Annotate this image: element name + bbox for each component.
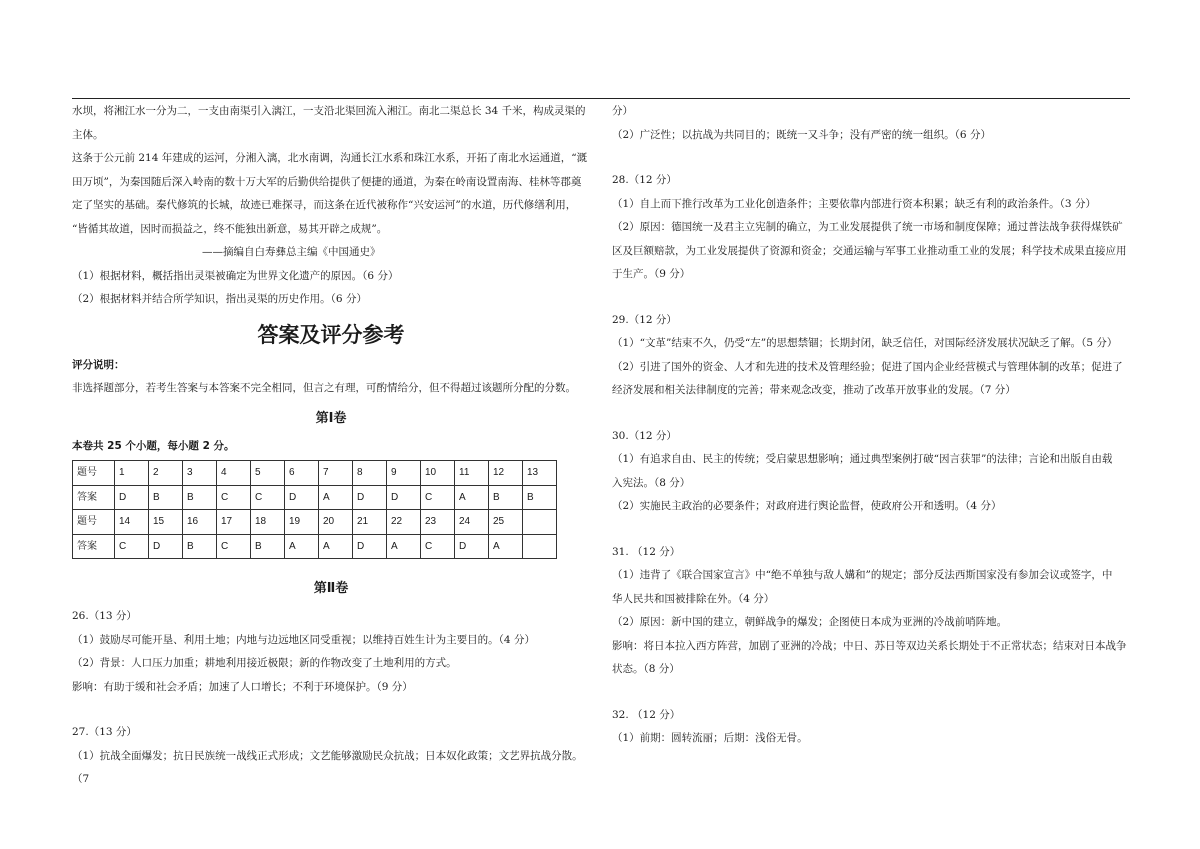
table-cell: 20: [319, 510, 353, 535]
table-cell: 22: [387, 510, 421, 535]
table-cell: C: [217, 485, 251, 510]
table-cell: 题号: [73, 510, 115, 535]
right-column: [612, 100, 1132, 751]
question-heading: 30.（12 分）: [612, 429, 677, 442]
table-cell: 24: [455, 510, 489, 535]
table-cell: [523, 510, 557, 535]
answer-line: （2）引进了国外的资金、人才和先进的技术及管理经验；促进了国内企业经营模式与管理体制的改革；促进了: [612, 360, 1123, 373]
table-cell: 12: [489, 461, 523, 486]
question-heading: 27.（13 分）: [72, 726, 137, 738]
spacer: [72, 559, 590, 571]
table-cell: 答案: [73, 485, 115, 510]
table-cell: D: [353, 485, 387, 510]
table-cell: 17: [217, 510, 251, 535]
table-cell: A: [455, 485, 489, 510]
table-row: [73, 485, 557, 510]
table-cell: 2: [149, 461, 183, 486]
table-cell: 5: [251, 461, 285, 486]
question-1: （1）根据材料，概括指出灵渠被确定为世界文化遗产的原因。（6 分）: [72, 269, 399, 282]
spacer: [612, 147, 1132, 169]
material-line: 主体。: [72, 128, 104, 141]
table-cell: B: [183, 485, 217, 510]
answer-title: 答案及评分参考: [257, 322, 405, 347]
table-cell: B: [149, 485, 183, 510]
answer-line: 状态。（8 分）: [612, 663, 680, 675]
material-line: 这条于公元前 214 年建成的运河，分湘入漓，北水南调，沟通长江水系和珠江水系，开拓了南北水运通道，“溉: [72, 152, 588, 164]
table-cell: 答案: [73, 534, 115, 559]
table-cell: D: [115, 485, 149, 510]
table-cell: 13: [523, 461, 557, 486]
table-cell: A: [319, 534, 353, 559]
table-cell: 11: [455, 461, 489, 486]
answer-line: （1）违背了《联合国家宣言》中“绝不单独与敌人媾和”的规定；部分反法西斯国家没有参加会议或签字，中: [612, 569, 1113, 581]
question-heading: 26.（13 分）: [72, 610, 137, 622]
material-line: 水坝，将湘江水一分为二，一支由南渠引入漓江，一支沿北渠回流入湘江。南北二渠总长 34 千米，构成灵渠的: [72, 105, 586, 117]
answer-line: 入宪法。（8 分）: [612, 476, 691, 489]
question-2: （2）根据材料并结合所学知识，指出灵渠的历史作用。（6 分）: [72, 293, 367, 305]
question-heading: 29.（12 分）: [612, 313, 677, 326]
answer-line: 影响：将日本拉入西方阵营，加剧了亚洲的冷战；中日、苏日等双边关系长期处于不正常状态；结束对日本战争: [612, 639, 1127, 652]
header-rule: [72, 98, 1130, 99]
table-cell: C: [421, 534, 455, 559]
table-cell: 8: [353, 461, 387, 486]
table-cell: D: [149, 534, 183, 559]
table-cell: 7: [319, 461, 353, 486]
table-cell: 25: [489, 510, 523, 535]
table-cell: 9: [387, 461, 421, 486]
table-cell: A: [319, 485, 353, 510]
answer-line: 影响：有助于缓和社会矛盾；加速了人口增长；不利于环境保护。（9 分）: [72, 680, 413, 693]
table-cell: 15: [149, 510, 183, 535]
table-cell: D: [353, 534, 387, 559]
spacer: [612, 403, 1132, 425]
table-cell: C: [421, 485, 455, 510]
table-cell: 6: [285, 461, 319, 486]
table-cell: B: [489, 485, 523, 510]
table-cell: 3: [183, 461, 217, 486]
answer-line: （1）自上而下推行改革为工业化创造条件；主要依靠内部进行资本积累；缺乏有利的政治条件。（3 分）: [612, 197, 1096, 210]
answer-line: 于生产。（9 分）: [612, 268, 691, 280]
table-cell: 10: [421, 461, 455, 486]
answer-line: （1）抗战全面爆发；抗日民族统一战线正式形成；文艺能够激励民众抗战；日本奴化政策；文艺界抗战分散。（7: [72, 749, 583, 785]
table-cell: 21: [353, 510, 387, 535]
answer-line: （1）前期：圆转流丽；后期：浅俗无骨。: [612, 732, 808, 744]
table-cell: A: [489, 534, 523, 559]
table-cell: [523, 534, 557, 559]
table-cell: 19: [285, 510, 319, 535]
section-2-title: 第Ⅱ卷: [313, 581, 349, 596]
table-cell: 题号: [73, 461, 115, 486]
answer-line: 经济发展和相关法律制度的完善；带来观念改变，推动了改革开放事业的发展。（7 分）: [612, 384, 1016, 396]
table-cell: B: [183, 534, 217, 559]
left-column: [72, 100, 590, 792]
table-cell: B: [523, 485, 557, 510]
table-cell: D: [387, 485, 421, 510]
question-heading: 32. （12 分）: [612, 708, 681, 721]
section-1-title: 第Ⅰ卷: [315, 410, 347, 426]
table-cell: 1: [115, 461, 149, 486]
answer-line: （1）“文革”结束不久，仍受“左”的思想禁锢；长期封闭，缺乏信任，对国际经济发展状况缺乏了解。（5 分）: [612, 337, 1118, 349]
table-cell: 23: [421, 510, 455, 535]
table-row: [73, 534, 557, 559]
table-cell: 18: [251, 510, 285, 535]
material-line: 定了坚实的基础。秦代修筑的长城，故迹已难探寻，而这条在近代被称作“兴安运河”的水道，历代修缮利用，: [72, 199, 577, 211]
table-cell: C: [115, 534, 149, 559]
material-line: 田万顷”，为秦国随后深入岭南的数十万大军的后勤供给提供了便捷的通道，为秦在岭南设置南海、桂林等郡奠: [72, 175, 582, 188]
answer-line: （2）背景：人口压力加重；耕地利用接近极限；新的作物改变了土地利用的方式。: [72, 657, 457, 669]
answer-line: （2）广泛性；以抗战为共同目的；既统一又斗争；没有严密的统一组织。（6 分）: [612, 128, 991, 141]
answer-line: 华人民共和国被排除在外。（4 分）: [612, 592, 775, 605]
table-cell: A: [387, 534, 421, 559]
table-cell: D: [285, 485, 319, 510]
answer-line: （1）鼓励尽可能开垦、利用土地；内地与边远地区同受重视；以维持百姓生计为主要目的。（4 分）: [72, 633, 535, 646]
answer-line: 分）: [612, 105, 633, 117]
spacer: [612, 519, 1132, 541]
table-cell: D: [455, 534, 489, 559]
table-cell: C: [251, 485, 285, 510]
table-cell: B: [251, 534, 285, 559]
table-cell: 14: [115, 510, 149, 535]
spacer: [612, 287, 1132, 309]
grading-note: 非选择题部分，若考生答案与本答案不完全相同，但言之有理，可酌情给分，但不得超过该题所分配的分数。: [72, 382, 576, 394]
spacer: [72, 699, 590, 721]
answer-line: （1）有追求自由、民主的传统；受启蒙思想影响；通过典型案例打破“因言获罪”的法律；言论和出版自由载: [612, 453, 1113, 465]
table-cell: A: [285, 534, 319, 559]
table-row: [73, 461, 557, 486]
table-cell: 4: [217, 461, 251, 486]
answer-table: [72, 460, 557, 559]
table-row: [73, 510, 557, 535]
material-line: “皆循其故道，因时而损益之，终不能独出新意，易其开辟之成规”。: [72, 222, 388, 235]
answer-line: （2）原因：新中国的建立，朝鲜战争的爆发；企图使日本成为亚洲的冷战前哨阵地。: [612, 616, 1008, 628]
spacer: [612, 682, 1132, 704]
question-heading: 28.（12 分）: [612, 174, 677, 186]
table-cell: 16: [183, 510, 217, 535]
table-cell: C: [217, 534, 251, 559]
answer-line: 区及巨额赔款，为工业发展提供了资源和资金；交通运输与军事工业推动重工业的发展；科学技术成果直接应用: [612, 244, 1127, 257]
answer-line: （2）原因：德国统一及君主立宪制的确立，为工业发展提供了统一市场和制度保障；通过普法战争获得煤铁矿: [612, 221, 1123, 233]
answer-line: （2）实施民主政治的必要条件；对政府进行舆论监督，使政府公开和透明。（4 分）: [612, 500, 1002, 512]
section-1-description: 本卷共 25 个小题，每小题 2 分。: [72, 439, 235, 452]
question-heading: 31. （12 分）: [612, 545, 681, 558]
grading-heading: 评分说明：: [72, 358, 125, 371]
material-source: ——摘编自白寿彝总主编《中国通史》: [202, 246, 381, 258]
